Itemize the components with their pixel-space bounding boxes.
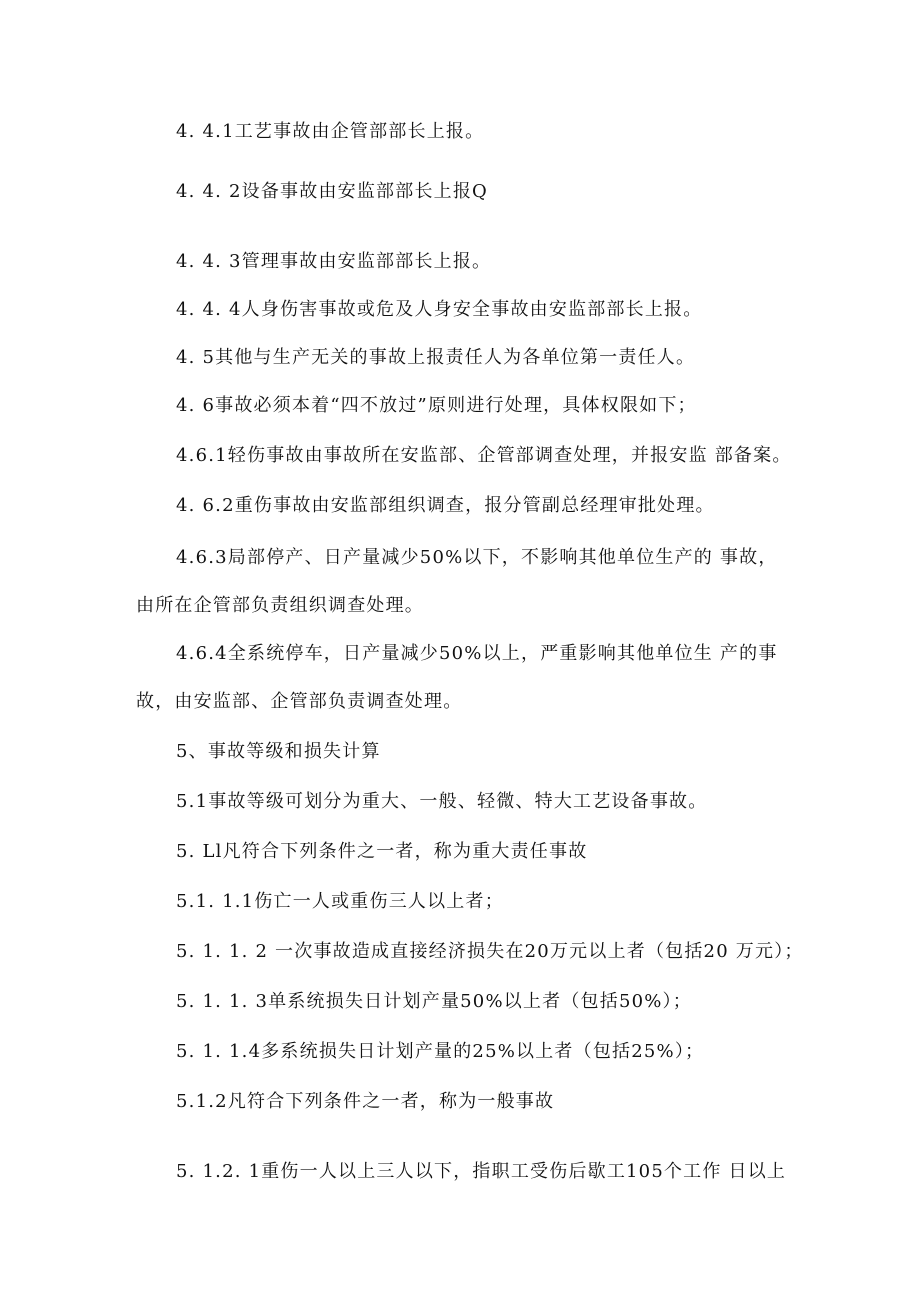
clause-5-1-2: 5.1.2凡符合下列条件之一者，称为一般事故 [176,1091,555,1112]
clause-5-1-1: 5. Ll凡符合下列条件之一者，称为重大责任事故 [176,841,588,862]
clause-4-4-3: 4. 4. 3管理事故由安监部部长上报。 [176,251,492,272]
clause-4-6-4: 4.6.4全系统停车，日产量减少50%以上，严重影响其他单位生 产的事 [176,643,778,664]
clause-4-6-1: 4.6.1轻伤事故由事故所在安监部、企管部调查处理，并报安监 部备案。 [176,445,792,466]
clause-5-1-1-4: 5. 1. 1.4多系统损失日计划产量的25%以上者（包括25%）； [176,1041,705,1062]
clause-4-6: 4. 6事故必须本着“四不放过”原则进行处理，具体权限如下； [176,395,697,416]
clause-4-5: 4. 5其他与生产无关的事故上报责任人为各单位第一责任人。 [176,347,696,368]
clause-4-6-3: 4.6.3局部停产、日产量减少50%以下，不影响其他单位生产的 事故， [176,547,778,568]
clause-5-1: 5.1事故等级可划分为重大、一般、轻微、特大工艺设备事故。 [176,791,708,812]
clause-4-4-4: 4. 4. 4人身伤害事故或危及人身安全事故由安监部部长上报。 [176,299,703,320]
clause-4-4-1: 4. 4.1工艺事故由企管部部长上报。 [176,121,485,142]
section-5-heading: 5、事故等级和损失计算 [176,741,381,762]
clause-4-4-2: 4. 4. 2设备事故由安监部部长上报Q [176,181,488,202]
clause-5-1-1-3: 5. 1. 1. 3单系统损失日计划产量50%以上者（包括50%）； [176,991,692,1012]
clause-4-6-3-continued: 由所在企管部负责组织调查处理。 [136,595,424,616]
clause-5-1-1-2: 5. 1. 1. 2 一次事故造成直接经济损失在20万元以上者（包括20 万元）； [176,941,804,962]
clause-5-1-2-1: 5. 1.2. 1重伤一人以上三人以下，指职工受伤后歇工105个工作 日以上 [176,1161,787,1182]
clause-4-6-4-continued: 故，由安监部、企管部负责调查处理。 [136,691,463,712]
clause-4-6-2: 4. 6.2重伤事故由安监部组织调查，报分管副总经理审批处理。 [176,495,715,516]
clause-5-1-1-1: 5.1. 1.1伤亡一人或重伤三人以上者； [176,891,504,912]
